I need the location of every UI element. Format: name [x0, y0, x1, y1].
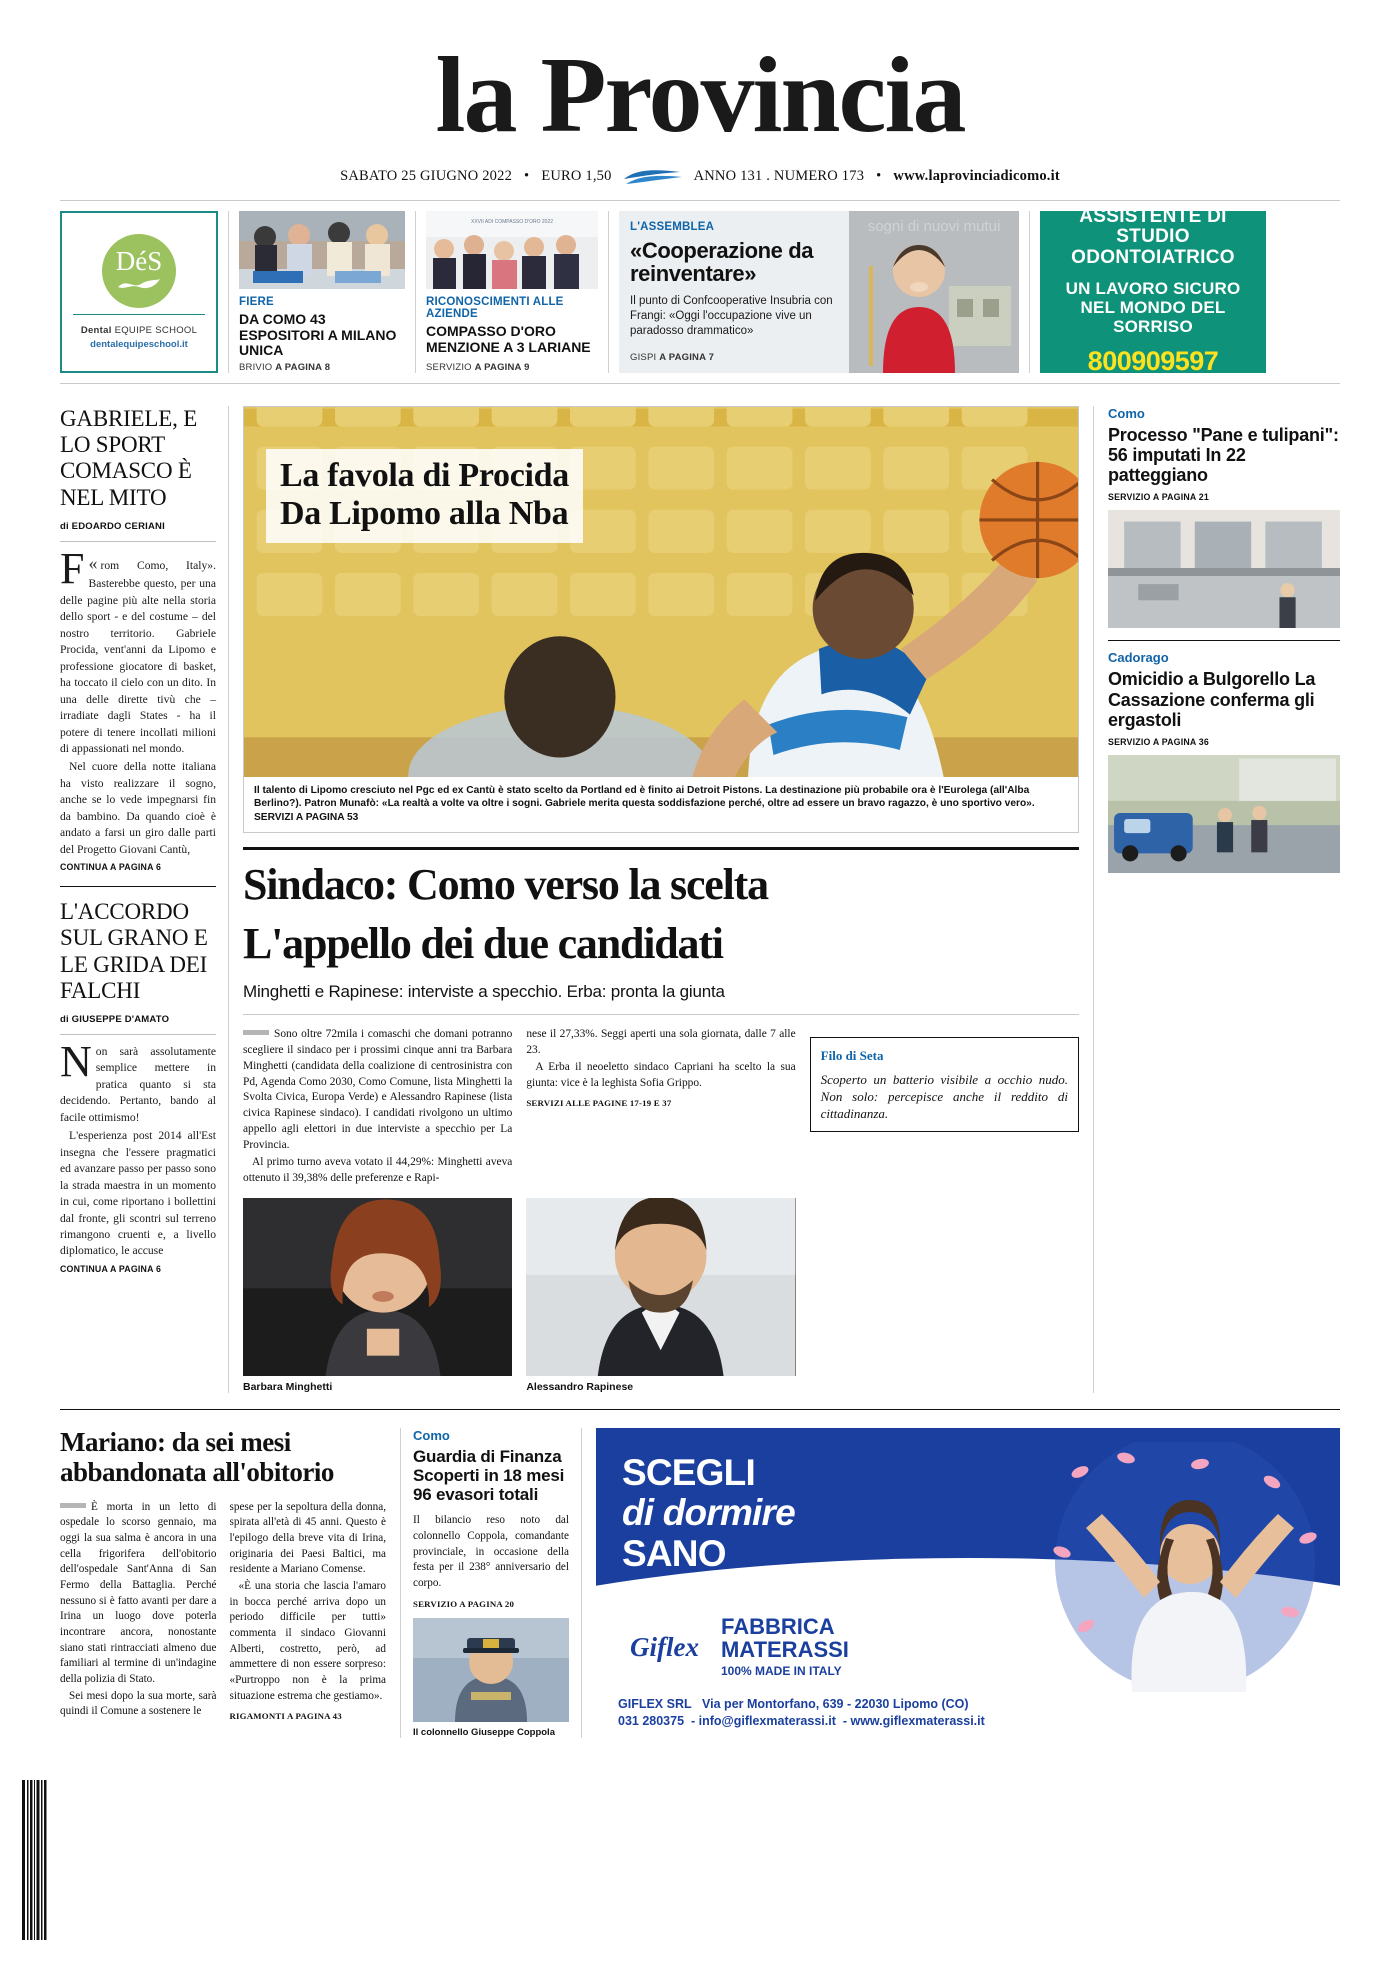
hero-caption-text: Il talento di Lipomo cresciuto nel Pgc ed ex Cantù è stato scelto da Portland ed è finito ai Detroit Pistons. La destinazione più probabile ora è l'Eurolega (all'Alba Berlino?). Patron Munafò: «La realtà a volte va oltre i sogni. Gabriele merita questa soddisfazione perché, oltre ad essere un bravo ragazzo, è uno sportivo vero».	[254, 785, 1035, 810]
guardia-article[interactable]	[401, 1428, 581, 1738]
guardia-body-text: Il bilancio reso noto dal colonnello Coppola, comandante provinciale, in occasione della festa per il 238° anniversario del corpo.	[413, 1514, 569, 1590]
teaser-fiere-ref: A PAGINA 8	[275, 362, 331, 373]
lead-col2-p2: A Erba il neoeletto sindaco Capriani ha scelto la sua giunta: vice è la leghista Sofia Grippo.	[526, 1060, 796, 1089]
svg-text:sogni di nuovi mutui: sogni di nuovi mutui	[867, 218, 1001, 235]
dental-ad-line1: ASSISTENTE DI STUDIO ODONTOIATRICO	[1071, 205, 1235, 268]
bottom-section	[60, 1428, 1340, 1738]
editorial-grano-continua[interactable]: CONTINUA A PAGINA 6	[60, 1263, 162, 1274]
promo-divider-1	[228, 211, 229, 373]
right-como-headline[interactable]: Processo "Pane e tulipani": 56 imputati In 22 patteggiano	[1108, 425, 1339, 486]
mariano-ref-page: A PAGINA 43	[286, 1711, 342, 1722]
right-item-como[interactable]	[1108, 406, 1340, 628]
giflex-contact-line: 031 280375 - info@giflexmaterassi.it - www.giflexmaterassi.it	[618, 1714, 985, 1729]
des-name-part1: Dental	[80, 325, 112, 336]
right-como-kicker: Como	[1108, 406, 1145, 421]
left-column-divider	[60, 886, 216, 887]
giflex-line1: SCEGLI	[622, 1452, 755, 1494]
promo-divider-3	[608, 211, 609, 373]
wave-logo-icon	[622, 166, 684, 186]
right-como-photo	[1108, 510, 1340, 628]
des-name-part3: SCHOOL	[155, 325, 198, 336]
editorial-gabriele-dropcap: F	[60, 543, 85, 593]
giflex-email[interactable]: info@giflexmaterassi.it	[698, 1714, 836, 1729]
lead-headline-line2[interactable]: L'appello dei due candidati	[243, 918, 723, 968]
giflex-fabbrica-1: FABBRICA	[720, 1614, 835, 1640]
hero-article[interactable]	[243, 406, 1079, 833]
editorial-gabriele-rule	[60, 541, 216, 542]
giflex-ad[interactable]	[596, 1428, 1340, 1738]
teaser-fiere-headline[interactable]: DA COMO 43 ESPOSITORI A MILANO UNICA	[239, 311, 397, 359]
dateline-separator-1: •	[524, 167, 530, 184]
teaser-fiere-kicker: FIERE	[239, 296, 274, 308]
giflex-logo-badge	[618, 1626, 711, 1669]
candidate-portraits	[243, 1198, 1079, 1393]
des-logo-text: DéS	[115, 245, 163, 276]
mariano-article[interactable]	[60, 1428, 400, 1738]
hero-headline-line2[interactable]: Da Lipomo alla Nba	[280, 495, 569, 533]
lead-col1-p2: Al primo turno aveva votato il 44,29%: Minghetti aveva ottenuto il 39,38% delle preferenze e Rapi-	[243, 1156, 513, 1185]
right-cadorago-kicker: Cadorago	[1108, 650, 1169, 666]
giflex-fabbrica-2: MATERASSI	[720, 1636, 849, 1662]
website-url[interactable]: www.laprovinciadicomo.it	[893, 167, 1060, 184]
des-logo-icon	[102, 234, 176, 308]
giflex-website[interactable]: www.giflexmaterassi.it	[850, 1714, 985, 1729]
right-cadorago-headline[interactable]: Omicidio a Bulgorello La Cassazione conferma gli ergastoli	[1108, 669, 1316, 730]
des-dental-ad[interactable]	[60, 211, 218, 373]
lead-col1-p1: Sono oltre 72mila i comaschi che domani potranno scegliere il sindaco per i prossimi cinque anni tra Barbara Minghetti (candidata della coalizione di centrosinistra con Pd, Agenda Como 2030, Como Comune, lista Minghetti la Svolta Civica, Europa Verde) e Alessandro Rapinese (lista civica Rapinese sindaco). I candidati rivolgono un ultimo appello agli elettori in due interviste a specchio per La Provincia.	[243, 1027, 513, 1152]
mariano-column-1	[60, 1500, 217, 1723]
giflex-line2: di dormire	[622, 1492, 795, 1534]
editorial-grano-body	[60, 1037, 216, 1260]
left-column	[60, 406, 228, 1393]
giflex-phone[interactable]: 031 280375	[618, 1714, 685, 1729]
teaser-fiere-author: BRIVIO	[239, 362, 273, 373]
giflex-ad-wrapper	[582, 1428, 1340, 1738]
editorial-grano-dropcap: N	[60, 1037, 92, 1086]
mariano-column-2	[230, 1500, 387, 1723]
des-website[interactable]: dentalequipeschool.it	[90, 339, 188, 350]
portrait-minghetti-photo	[243, 1198, 512, 1376]
promo-divider-2	[415, 211, 416, 373]
guardia-photo	[413, 1618, 569, 1722]
hero-title-block	[266, 449, 583, 543]
masthead-rule	[60, 200, 1340, 201]
guardia-ref[interactable]: SERVIZIO A PAGINA 20	[413, 1598, 515, 1609]
des-name-part2: EQUIPE	[114, 325, 153, 336]
guardia-kicker: Como	[413, 1428, 450, 1444]
mariano-headline[interactable]: Mariano: da sei mesi abbandonata all'obitorio	[60, 1427, 334, 1487]
right-cadorago-ref[interactable]: SERVIZIO A PAGINA 36	[1108, 736, 1209, 747]
lead-col2-p1: nese il 27,33%. Seggi aperti una sola giornata, dalle 7 alle 23.	[526, 1027, 796, 1056]
hero-headline-line1[interactable]: La favola di Procida	[280, 457, 569, 494]
mariano-columns	[60, 1500, 386, 1723]
teaser-compasso-footer	[426, 362, 598, 373]
lead-col2-ref[interactable]: SERVIZI ALLE PAGINE 17-19 E 37	[526, 1098, 672, 1109]
giflex-made-in-italy: 100% MADE IN ITALY	[720, 1664, 842, 1679]
masthead	[60, 0, 1340, 186]
lead-column-3	[810, 1027, 1079, 1189]
teaser-fiere[interactable]	[239, 211, 405, 373]
svg-text:XXVII ADI COMPASSO D'ORO 2022: XXVII ADI COMPASSO D'ORO 2022	[471, 219, 553, 225]
giflex-address: Via per Montorfano, 639 - 22030 Lipomo (CO)	[702, 1697, 969, 1712]
portrait-rapinese-name: Alessandro Rapinese	[526, 1381, 634, 1394]
dateline	[60, 166, 1340, 186]
issue-number: ANNO 131 . NUMERO 173	[693, 167, 865, 184]
promo-divider-4	[1029, 211, 1030, 373]
teaser-compasso-kicker: RICONOSCIMENTI ALLE AZIENDE	[426, 296, 564, 320]
lead-column-1	[243, 1027, 512, 1189]
editorial-gabriele-body	[60, 543, 216, 858]
editorial-gabriele-continua[interactable]: CONTINUA A PAGINA 6	[60, 862, 162, 873]
editorial-gabriele-title[interactable]: GABRIELE, E LO SPORT COMASCO È NEL MITO	[60, 406, 198, 510]
des-wave-icon	[117, 277, 161, 291]
teaser-fiere-photo	[239, 211, 405, 289]
filo-di-seta-box[interactable]	[810, 1037, 1079, 1133]
giflex-contact-info	[618, 1694, 985, 1728]
editorial-grano-byline: di GIUSEPPE D'AMATO	[60, 1014, 170, 1025]
hero-photo	[244, 407, 1078, 777]
mariano-c1-p2: Sei mesi dopo la sua morte, sarà quindi il Comune a sostenere le	[60, 1689, 217, 1718]
filo-kicker: Filo di Seta	[820, 1047, 884, 1063]
des-rule	[73, 314, 204, 315]
assemblea-photo	[849, 211, 1019, 373]
mariano-c2-p1: spese per la sepoltura della donna, spirata all'età di 45 anni. Questo è l'epilogo della breve vita di Irina, originaria dei Paesi Baltici, ma residente a Mariano Comense.	[229, 1500, 386, 1576]
teaser-compasso-headline[interactable]: COMPASSO D'ORO MENZIONE A 3 LARIANE	[426, 323, 591, 355]
promo-bottom-rule	[60, 383, 1340, 384]
mariano-ref-author: RIGAMONTI	[229, 1711, 286, 1722]
guardia-body	[413, 1513, 569, 1610]
giflex-brand-block	[618, 1616, 849, 1678]
teaser-compasso-author: SERVIZIO	[426, 362, 472, 373]
right-column-divider	[1108, 640, 1340, 641]
editorial-grano-title[interactable]: L'ACCORDO SUL GRANO E LE GRIDA DEI FALCHI	[60, 899, 208, 1003]
promo-strip	[60, 205, 1340, 377]
mariano-c1-p1: È morta in un letto di ospedale lo scorso gennaio, ma oggi la sua salma è ancora in una cella frigorifera dell'obitorio dell'ospedale Sant'Anna di San Fermo della Battaglia. Perché nessuno si è fatto avanti per dare a Irina un luogo dove poterla incontrare ancora, nonostante siano stati rintracciati almeno due familiari al termine di un'indagine della polizia di Stato.	[60, 1500, 217, 1686]
hero-caption	[244, 777, 1078, 832]
guardia-photo-caption: Il colonnello Giuseppe Coppola	[413, 1727, 555, 1739]
main-content	[60, 406, 1340, 1393]
right-cadorago-photo	[1108, 755, 1340, 873]
giflex-fabbrica-block	[721, 1616, 849, 1678]
portrait-rapinese[interactable]	[526, 1198, 795, 1393]
teaser-fiere-footer	[239, 362, 405, 373]
giflex-address-line	[618, 1697, 985, 1711]
portrait-minghetti[interactable]	[243, 1198, 512, 1393]
center-column	[229, 406, 1093, 1393]
editorial-gabriele-p2: Nel cuore della notte italiana ha visto realizzare il sogno, anche se lo vede impegnarsi fin da bambino. Da quando cioè è andato a farsi un giro dalle parti del Progetto Giovani Cantù,	[60, 760, 216, 856]
editorial-grano-p1: on sarà assolutamente semplice mettere in pratica quanto si sta decidendo. Pertanto, bando al facile ottimismo!	[60, 1045, 216, 1124]
assemblea-author: GISPI	[630, 352, 657, 363]
filo-body: Scoperto un batterio visibile a occhio nudo. Non solo: percepisce anche il reddito di cittadinanza.	[820, 1071, 1068, 1121]
giflex-logo-text: Giflex	[630, 1631, 699, 1662]
bottom-section-rule	[60, 1409, 1340, 1410]
editorial-grano-p2: L'esperienza post 2014 all'Est insegna che l'essere pragmatici ed avanzare passo per passo sono la strada maestra in un momento in cui, come riportano i bollettini dal fronte, gli scontri sul terreno rimangono cruenti e, a livello diplomatico, le accuse	[60, 1129, 216, 1258]
lead-subheadline: Minghetti e Rapinese: interviste a specchio. Erba: pronta la giunta	[243, 981, 725, 1001]
newspaper-title: la Provincia	[435, 36, 965, 155]
cover-price: EURO 1,50	[541, 167, 612, 184]
barcode	[22, 1780, 48, 1940]
dateline-separator-2: •	[876, 167, 882, 184]
dental-ad-line2: UN LAVORO SICURO NEL MONDO DEL SORRISO	[1065, 279, 1241, 336]
dental-assistant-ad[interactable]	[1040, 205, 1266, 377]
right-como-ref[interactable]: SERVIZIO A PAGINA 21	[1108, 492, 1209, 503]
dental-ad-phone[interactable]: 800909597	[1087, 346, 1219, 377]
editorial-grano[interactable]	[60, 899, 216, 1274]
editorial-gabriele[interactable]	[60, 406, 216, 872]
lead-top-rule	[243, 847, 1079, 850]
giflex-company-name: GIFLEX SRL	[618, 1697, 692, 1712]
giflex-model-image	[1040, 1442, 1330, 1692]
assemblea-kicker: L'ASSEMBLEA	[630, 221, 715, 233]
giflex-line3: SANO	[622, 1533, 726, 1575]
mariano-ref[interactable]	[230, 1710, 387, 1722]
editorial-gabriele-byline: di EDOARDO CERIANI	[60, 520, 165, 532]
des-school-name	[81, 325, 197, 336]
portraits-spacer	[810, 1198, 1079, 1393]
lead-sub-rule	[243, 1014, 1079, 1015]
editorial-gabriele-p1: rom Como, Italy». Basterebbe questo, per una delle pagine più alte nella storia dello sport - e del costume – del nostro territorio. Gabriele Procida, vent'anni da Lipomo e professione giocatore di basket, ha toccato il cielo con un dito. In una delle dirette tivù che – irradiate dagli States - ha il potere di tenere incollati milioni di appassionati nel mondo.	[60, 558, 216, 755]
lead-headline-line1[interactable]: Sindaco: Como verso la scelta	[243, 860, 768, 910]
assemblea-footer	[630, 352, 838, 363]
lead-article[interactable]	[243, 862, 1079, 1393]
lead-body-columns	[243, 1027, 1079, 1189]
lead-start-bar	[243, 1030, 269, 1035]
open-quote-icon: «	[88, 552, 98, 573]
teaser-compasso-photo	[426, 211, 598, 289]
publication-date: SABATO 25 GIUGNO 2022	[340, 167, 513, 184]
assemblea-ref: A PAGINA 7	[659, 352, 715, 363]
portrait-rapinese-photo	[526, 1198, 795, 1376]
assemblea-body: Il punto di Confcooperative Insubria con Frangi: «Oggi l'occupazione vive un paradosso drammatico»	[630, 295, 833, 337]
hero-caption-ref[interactable]: SERVIZI A PAGINA 53	[254, 811, 359, 823]
assemblea-headline[interactable]: «Cooperazione da reinventare»	[630, 238, 814, 287]
right-column	[1094, 406, 1340, 1393]
editorial-grano-rule	[60, 1034, 216, 1035]
guardia-headline[interactable]: Guardia di Finanza Scoperti in 18 mesi 96 evasori totali	[413, 1447, 565, 1505]
teaser-compasso-ref: A PAGINA 9	[474, 362, 530, 373]
lead-column-2	[526, 1027, 795, 1189]
mariano-c2-p2: «È una storia che lascia l'amaro in bocca perché arriva dopo un periodo difficile per tutti» commenta il sindaco Giovanni Alberti, costretto, però, ad ammettere di non essere sorpreso: «Purtroppo non è la prima situazione estrema che gestiamo».	[229, 1580, 386, 1702]
mariano-start-bar	[60, 1503, 86, 1508]
teaser-assemblea[interactable]	[619, 211, 849, 373]
teaser-compasso[interactable]	[426, 211, 598, 373]
right-item-cadorago[interactable]	[1108, 650, 1340, 872]
portrait-minghetti-name: Barbara Minghetti	[243, 1381, 333, 1394]
giflex-headline	[622, 1454, 795, 1574]
